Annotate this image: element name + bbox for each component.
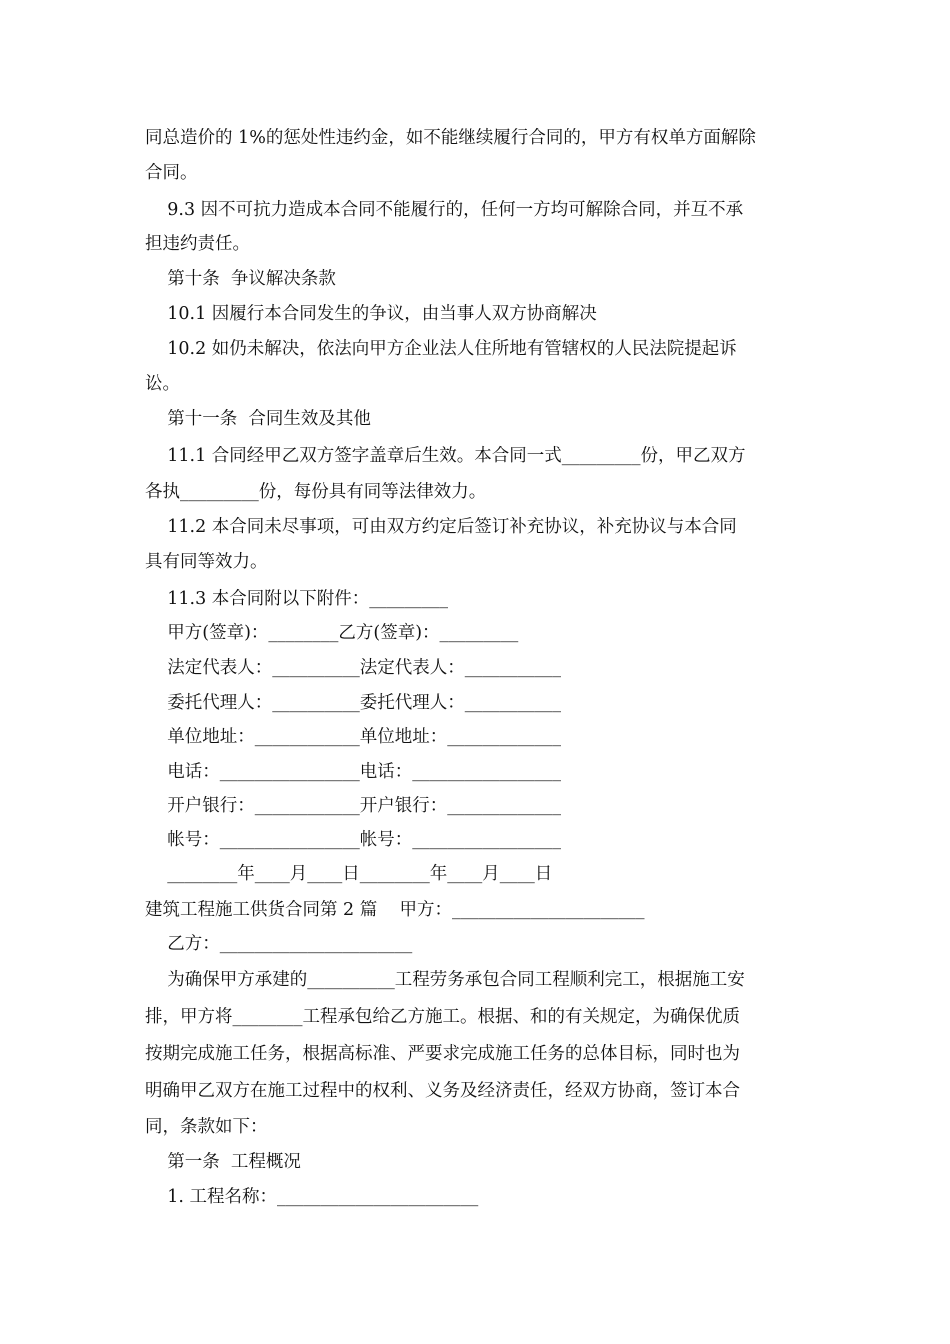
signature-line: 开户银行：____________开户银行：_____________ [145, 796, 562, 816]
text-line: 11.3 本合同附以下附件：_________ [145, 589, 449, 609]
article-heading: 第一条 工程概况 [145, 1152, 301, 1172]
signature-line: 电话：________________电话：_________________ [145, 762, 562, 782]
text-line: 11.2 本合同未尽事项，可由双方约定后签订补充协议，补充协议与本合同 [145, 517, 737, 537]
text-line: 按期完成施工任务，根据高标准、严要求完成施工任务的总体目标，同时也为 [145, 1044, 740, 1064]
text-line: 9.3 因不可抗力造成本合同不能履行的，任何一方均可解除合同，并互不承 [145, 200, 744, 220]
article-heading: 第十一条 合同生效及其他 [145, 409, 371, 429]
text-line: 10.2 如仍未解决，依法向甲方企业法人住所地有管辖权的人民法院提起诉 [145, 339, 737, 359]
text-line: 合同。 [145, 163, 198, 183]
article-heading: 第十条 争议解决条款 [145, 269, 336, 289]
signature-line: 单位地址：____________单位地址：_____________ [145, 727, 562, 747]
date-line: ________年____月____日________年____月____日 [145, 864, 553, 884]
text-line: 1. 工程名称：_______________________ [145, 1187, 479, 1207]
text-line: 各执_________份，每份具有同等法律效力。 [145, 482, 487, 502]
text-line: 担违约责任。 [145, 234, 250, 254]
text-line: 同，条款如下： [145, 1117, 268, 1137]
text-line: 明确甲乙双方在施工过程中的权利、义务及经济责任，经双方协商，签订本合 [145, 1081, 740, 1101]
text-line: 乙方：______________________ [145, 934, 413, 954]
signature-line: 甲方(签章)：________乙方(签章)：_________ [145, 623, 519, 643]
section-title: 建筑工程施工供货合同第 2 篇 甲方：______________________ [145, 900, 645, 920]
signature-line: 委托代理人：__________委托代理人：___________ [145, 693, 562, 713]
signature-line: 帐号：________________帐号：_________________ [145, 830, 562, 850]
text-line: 讼。 [145, 374, 180, 394]
signature-line: 法定代表人：__________法定代表人：___________ [145, 658, 562, 678]
text-line: 具有同等效力。 [145, 552, 268, 572]
text-line: 排，甲方将________工程承包给乙方施工。根据、和的有关规定，为确保优质 [145, 1007, 740, 1027]
text-line: 10.1 因履行本合同发生的争议，由当事人双方协商解决 [145, 304, 597, 324]
text-line: 11.1 合同经甲乙双方签字盖章后生效。本合同一式_________份，甲乙双方 [145, 446, 746, 466]
text-line: 为确保甲方承建的__________工程劳务承包合同工程顺利完工，根据施工安 [145, 970, 745, 990]
text-line: 同总造价的 1%的惩处性违约金，如不能继续履行合同的，甲方有权单方面解除 [145, 128, 756, 148]
